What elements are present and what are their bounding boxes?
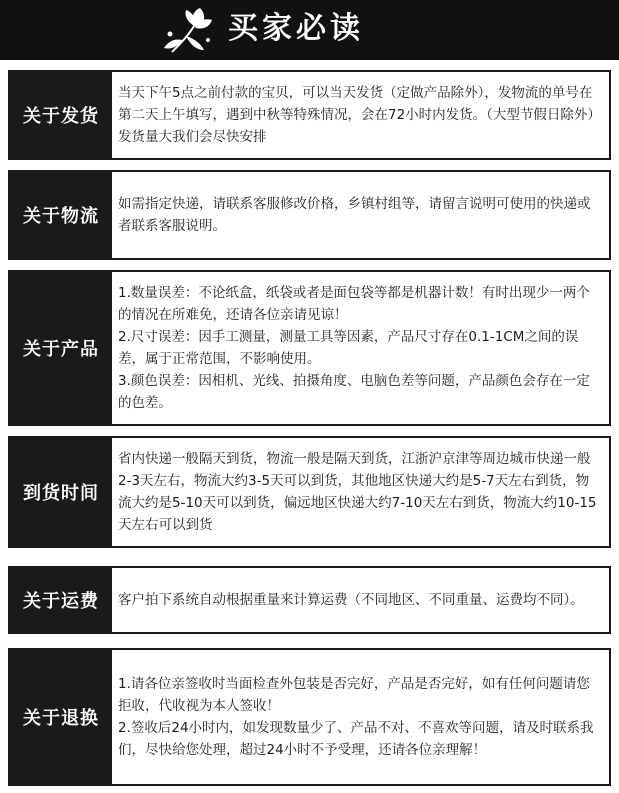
section-body	[118, 438, 601, 546]
section-logistics	[8, 170, 611, 260]
section-line: 2.签收后24小时内，如发现数量少了、产品不对、不喜欢等问题，请及时联系我们，尽快给您处理，超过24小时不予受理，还请各位亲理解！	[118, 720, 594, 758]
section-label: 关于产品	[10, 272, 112, 424]
section-line: 2.尺寸误差：因手工测量，测量工具等因素，产品尺寸存在0.1-1CM之间的误差，属于正常范围，不影响使用。	[118, 329, 579, 367]
section-line: 当天下午5点之前付款的宝贝，可以当天发货（定做产品除外），发物流的单号在第二天上午填写，遇到中秋等特殊情况，会在72小时内发货。（大型节假日除外）发货量大我们会尽快安排	[118, 85, 601, 145]
section-line: 1.请各位亲签收时当面检查外包装是否完好，产品是否完好，如有任何问题请您拒收，代收视为本人签收！	[118, 676, 590, 714]
section-line: 客户拍下系统自动根据重量来计算运费（不同地区、不同重量、运费均不同）。	[118, 592, 584, 608]
section-label: 关于退换	[10, 650, 112, 784]
section-body	[118, 72, 601, 158]
section-product	[8, 270, 611, 426]
page-title: 买家必读	[228, 11, 364, 46]
flower-icon	[158, 4, 220, 56]
section-label: 关于运费	[10, 568, 112, 632]
section-label: 到货时间	[10, 438, 112, 546]
section-body	[118, 272, 601, 424]
header-banner	[0, 0, 619, 60]
section-line: 1.数量误差：不论纸盒，纸袋或者是面包袋等都是机器计数！有时出现少一两个的情况在所难免，还请各位亲请见谅！	[118, 285, 590, 323]
section-returns	[8, 648, 611, 786]
section-delivery-time	[8, 436, 611, 548]
section-shipping-fee	[8, 566, 611, 634]
section-body	[118, 172, 601, 258]
section-label: 关于发货	[10, 72, 112, 158]
section-line: 3.颜色误差：因相机、光线、拍摄角度、电脑色差等问题，产品颜色会存在一定的色差。	[118, 373, 590, 411]
section-line: 如需指定快递，请联系客服修改价格，乡镇村组等，请留言说明可使用的快递或者联系客服说明。	[118, 196, 591, 234]
section-body	[118, 568, 601, 632]
section-body	[118, 650, 601, 784]
section-label: 关于物流	[10, 172, 112, 258]
section-shipping	[8, 70, 611, 160]
section-line: 省内快递一般隔天到货，物流一般是隔天到货，江浙沪京津等周边城市快递一般2-3天左右，物流大约3-5天可以到货，其他地区快递大约是5-7天左右到货，物流大约是5-10天可以到货，偏远地区快递大约7-10天左右到货，物流大约10-15天左右可以到货	[118, 451, 597, 533]
